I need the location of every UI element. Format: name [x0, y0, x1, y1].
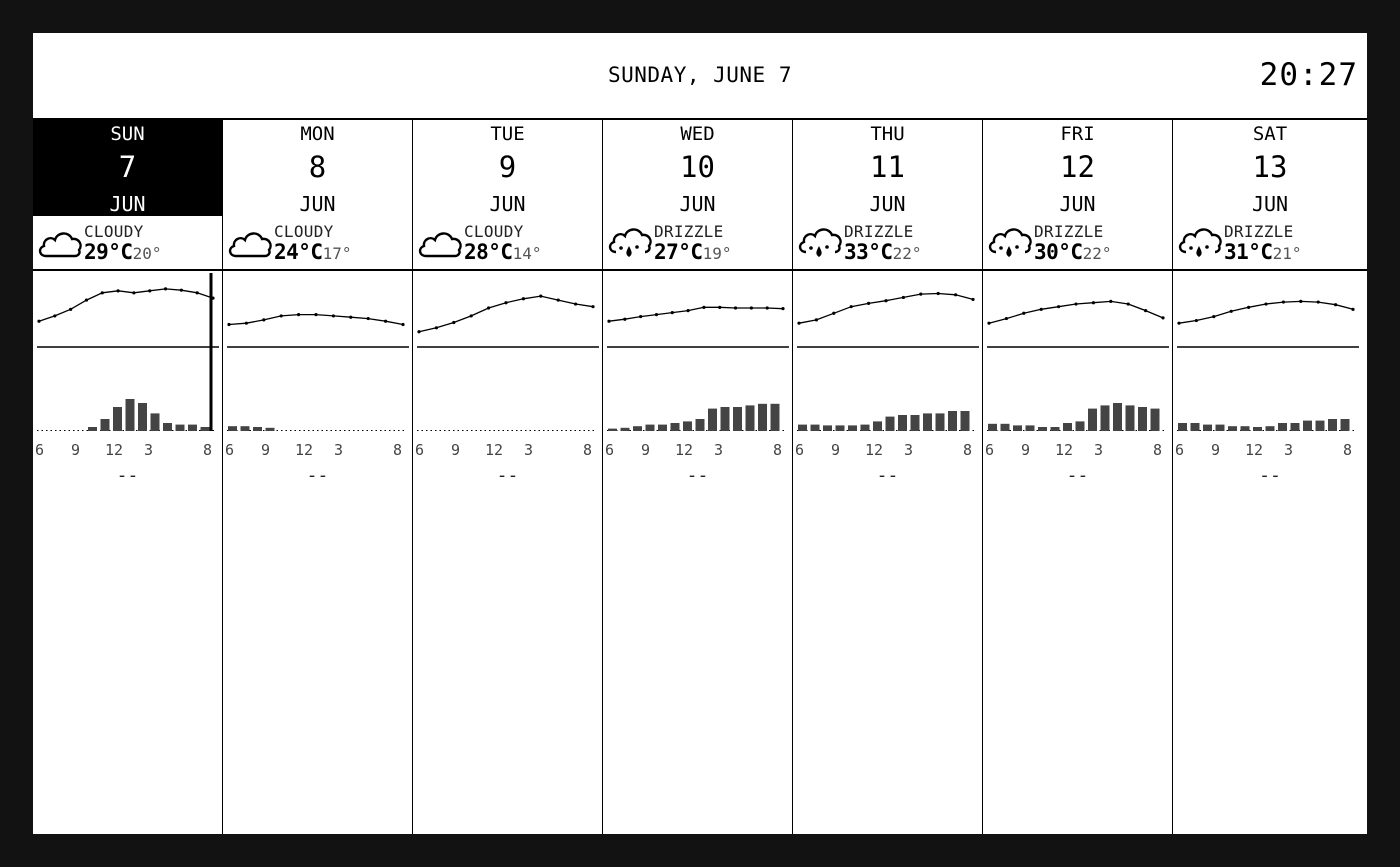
- precip-bar: [176, 425, 185, 431]
- detail-placeholder: --: [1259, 465, 1281, 486]
- temperature-line: [654, 240, 731, 264]
- temperature-point: [180, 289, 183, 292]
- precip-bar: [1113, 403, 1122, 431]
- precip-bar: [253, 427, 262, 431]
- hour-tick-label: 9: [71, 441, 81, 459]
- hour-tick-label: 9: [1021, 441, 1031, 459]
- temperature-point: [671, 311, 674, 314]
- precip-bar: [1278, 423, 1287, 431]
- temperature-point: [1092, 301, 1095, 304]
- day-header: [223, 120, 412, 216]
- temperature-line: [1224, 240, 1301, 264]
- hour-axis: [413, 441, 602, 461]
- hour-tick-label: 12: [1245, 441, 1264, 459]
- temperature-point: [1299, 300, 1302, 303]
- weather-display: [33, 33, 1367, 834]
- precip-bar: [1063, 423, 1072, 431]
- high-temp: 30°C: [1034, 240, 1083, 264]
- precip-bar: [823, 425, 832, 431]
- precip-bar: [671, 423, 680, 431]
- hour-tick-label: 8: [773, 441, 783, 459]
- day-column[interactable]: [223, 120, 413, 834]
- precip-bar: [658, 425, 667, 431]
- current-time: 20:27: [1259, 57, 1358, 93]
- day-number: 9: [498, 150, 517, 184]
- high-temp: 29°C: [84, 240, 133, 264]
- temperature-point: [686, 309, 689, 312]
- day-of-week: TUE: [490, 123, 525, 145]
- temperature-point: [435, 326, 438, 329]
- day-of-week: SAT: [1252, 123, 1288, 145]
- temperature-point: [280, 314, 283, 317]
- precip-bar: [1026, 425, 1035, 431]
- precip-bar: [886, 417, 895, 431]
- low-temp: 21°: [1272, 244, 1302, 263]
- condition-label: CLOUDY: [464, 222, 524, 241]
- day-number: 13: [1252, 150, 1288, 184]
- temperature-line: [844, 240, 921, 264]
- precip-bar: [1038, 427, 1047, 431]
- temperature-point: [1161, 316, 1164, 319]
- temperature-point: [164, 287, 167, 290]
- precip-bar: [771, 404, 780, 431]
- hour-tick-label: 6: [35, 441, 45, 459]
- hour-tick-label: 3: [144, 441, 154, 459]
- hour-tick-label: 6: [415, 441, 425, 459]
- temperature-point: [1195, 319, 1198, 322]
- condition-row: [983, 216, 1172, 269]
- precip-bar: [1328, 419, 1337, 431]
- cloud-icon: [226, 226, 274, 262]
- temperature-point: [504, 301, 507, 304]
- precip-bar: [266, 428, 275, 431]
- precip-bar: [88, 427, 97, 431]
- precip-bar: [1253, 427, 1262, 431]
- hour-axis: [33, 441, 222, 461]
- hour-tick-label: 3: [1284, 441, 1294, 459]
- hour-tick-label: 3: [904, 441, 914, 459]
- hour-tick-label: 3: [1094, 441, 1104, 459]
- precip-bar: [1076, 421, 1085, 431]
- temperature-point: [797, 322, 800, 325]
- low-temp: 22°: [892, 244, 922, 263]
- temperature-curve: [609, 307, 783, 321]
- day-column[interactable]: [1173, 120, 1367, 834]
- day-number: 8: [308, 150, 327, 184]
- condition-row: [223, 216, 412, 269]
- temperature-point: [1040, 308, 1043, 311]
- detail-placeholder: --: [306, 465, 329, 486]
- temperature-point: [314, 313, 317, 316]
- hourly-graph: [413, 271, 603, 441]
- precip-bar: [1101, 405, 1110, 431]
- temperature-point: [1317, 300, 1320, 303]
- temperature-point: [557, 298, 560, 301]
- precip-bar: [961, 411, 970, 431]
- month-label: JUN: [1059, 192, 1096, 216]
- temperature-point: [1230, 310, 1233, 313]
- temperature-point: [487, 306, 490, 309]
- temperature-point: [1177, 322, 1180, 325]
- precip-bar: [126, 399, 135, 431]
- precip-bar: [721, 407, 730, 431]
- hour-axis: [603, 441, 792, 461]
- precip-bar: [683, 421, 692, 431]
- condition-label: DRIZZLE: [1034, 222, 1104, 241]
- precip-bar: [948, 411, 957, 431]
- temperature-point: [1351, 308, 1354, 311]
- temperature-point: [954, 293, 957, 296]
- precip-bar: [758, 404, 767, 431]
- hour-tick-label: 12: [485, 441, 504, 459]
- precip-bar: [188, 425, 197, 431]
- temperature-point: [132, 291, 135, 294]
- condition-row: [413, 216, 602, 269]
- cloud-icon: [36, 226, 84, 262]
- temperature-point: [1109, 300, 1112, 303]
- temperature-point: [1074, 302, 1077, 305]
- precip-bar: [1126, 405, 1135, 431]
- high-temp: 33°C: [844, 240, 893, 264]
- hour-tick-label: 12: [675, 441, 694, 459]
- month-label: JUN: [679, 192, 716, 216]
- temperature-point: [53, 314, 56, 317]
- low-temp: 20°: [132, 244, 162, 263]
- day-number: 10: [680, 150, 715, 184]
- low-temp: 14°: [512, 244, 542, 263]
- temperature-point: [245, 322, 248, 325]
- hour-tick-label: 12: [1055, 441, 1074, 459]
- detail-placeholder: --: [1066, 465, 1089, 486]
- temperature-point: [148, 289, 151, 292]
- high-temp: 27°C: [654, 240, 703, 264]
- precip-bar: [1001, 424, 1010, 431]
- hour-axis: [1173, 441, 1367, 461]
- day-column[interactable]: [983, 120, 1173, 834]
- temperature-point: [470, 314, 473, 317]
- day-of-week: FRI: [1060, 123, 1095, 145]
- temperature-point: [781, 307, 784, 310]
- temperature-point: [196, 291, 199, 294]
- temperature-point: [766, 306, 769, 309]
- precip-bar: [1203, 425, 1212, 431]
- high-temp: 24°C: [274, 240, 323, 264]
- drizzle-icon: [1176, 226, 1224, 262]
- hour-tick-label: 8: [583, 441, 593, 459]
- temperature-point: [919, 293, 922, 296]
- precip-bar: [1316, 421, 1325, 431]
- month-label: JUN: [299, 192, 336, 216]
- precip-bar: [988, 424, 997, 431]
- precip-bar: [696, 419, 705, 431]
- hour-tick-label: 9: [451, 441, 461, 459]
- precip-bar: [151, 413, 160, 431]
- temperature-point: [591, 305, 594, 308]
- condition-row: [793, 216, 982, 269]
- temperature-point: [850, 305, 853, 308]
- precip-bar: [923, 413, 932, 431]
- hourly-graph: [603, 271, 793, 441]
- precip-bar: [1178, 423, 1187, 431]
- low-temp: 22°: [1082, 244, 1112, 263]
- temperature-line: [274, 240, 351, 264]
- temperature-point: [750, 306, 753, 309]
- temperature-point: [1144, 309, 1147, 312]
- precip-bar: [228, 426, 237, 431]
- precip-bar: [1266, 426, 1275, 431]
- month-label: JUN: [489, 192, 526, 216]
- precip-bar: [1341, 419, 1350, 431]
- precip-bar: [861, 425, 870, 431]
- temperature-point: [85, 298, 88, 301]
- precip-bar: [113, 407, 122, 431]
- current-date: SUNDAY, JUNE 7: [607, 63, 792, 87]
- precip-bar: [201, 427, 210, 431]
- precip-bar: [811, 425, 820, 431]
- hour-tick-label: 9: [261, 441, 271, 459]
- condition-row: [603, 216, 792, 269]
- day-column[interactable]: [33, 120, 223, 834]
- temperature-point: [332, 314, 335, 317]
- high-temp: 31°C: [1224, 240, 1273, 264]
- precip-bar: [836, 425, 845, 431]
- temperature-point: [101, 291, 104, 294]
- day-number: 7: [118, 150, 137, 184]
- precip-bar: [1191, 423, 1200, 431]
- temperature-point: [987, 322, 990, 325]
- detail-placeholder: --: [116, 465, 139, 486]
- day-header: [603, 120, 792, 216]
- hour-tick-label: 8: [393, 441, 403, 459]
- temperature-point: [623, 318, 626, 321]
- temperature-point: [832, 312, 835, 315]
- temperature-point: [1264, 302, 1267, 305]
- condition-label: CLOUDY: [274, 222, 334, 241]
- month-label: JUN: [109, 192, 146, 216]
- temperature-point: [1282, 300, 1285, 303]
- temperature-point: [227, 323, 230, 326]
- hour-tick-label: 12: [295, 441, 314, 459]
- day-header: [413, 120, 602, 216]
- temperature-point: [384, 320, 387, 323]
- hour-tick-label: 6: [985, 441, 995, 459]
- hour-tick-label: 9: [641, 441, 651, 459]
- hour-tick-label: 6: [605, 441, 615, 459]
- hour-tick-label: 8: [203, 441, 213, 459]
- day-number: 11: [870, 150, 905, 184]
- temperature-point: [1247, 306, 1250, 309]
- hour-tick-label: 3: [524, 441, 534, 459]
- month-label: JUN: [1251, 192, 1289, 216]
- condition-row: [33, 216, 222, 269]
- hour-tick-label: 8: [1153, 441, 1163, 459]
- temperature-point: [349, 316, 352, 319]
- hour-axis: [223, 441, 412, 461]
- temperature-point: [1212, 315, 1215, 318]
- temperature-point: [718, 306, 721, 309]
- precip-bar: [873, 421, 882, 431]
- temperature-point: [867, 302, 870, 305]
- precip-bar: [1241, 426, 1250, 431]
- condition-label: DRIZZLE: [1224, 222, 1294, 241]
- precip-bar: [708, 409, 717, 431]
- day-of-week: SUN: [110, 123, 145, 145]
- month-label: JUN: [869, 192, 906, 216]
- temperature-line: [84, 240, 161, 264]
- precip-bar: [163, 423, 172, 431]
- temperature-point: [702, 306, 705, 309]
- temperature-point: [1005, 317, 1008, 320]
- high-temp: 28°C: [464, 240, 513, 264]
- day-of-week: THU: [870, 123, 905, 145]
- condition-label: DRIZZLE: [844, 222, 914, 241]
- hour-tick-label: 8: [1343, 441, 1353, 459]
- day-of-week: WED: [680, 123, 715, 145]
- temperature-curve: [799, 294, 973, 324]
- precip-bar: [936, 413, 945, 431]
- day-column[interactable]: [413, 120, 603, 834]
- temperature-point: [1022, 312, 1025, 315]
- hour-tick-label: 6: [225, 441, 235, 459]
- drizzle-icon: [986, 226, 1034, 262]
- header-bar: [33, 33, 1367, 119]
- temperature-point: [655, 313, 658, 316]
- temperature-point: [639, 315, 642, 318]
- precip-bar: [1216, 425, 1225, 431]
- hour-tick-label: 12: [105, 441, 124, 459]
- temperature-point: [574, 302, 577, 305]
- temperature-point: [116, 289, 119, 292]
- precip-bar: [848, 425, 857, 431]
- precip-bar: [608, 429, 617, 431]
- precip-bar: [1303, 421, 1312, 431]
- detail-placeholder: --: [496, 465, 519, 486]
- precip-bar: [241, 426, 250, 431]
- precip-bar: [746, 405, 755, 431]
- day-header: [33, 120, 222, 216]
- hour-axis: [793, 441, 982, 461]
- hourly-graph: [33, 271, 223, 441]
- day-header: [793, 120, 982, 216]
- temperature-point: [1127, 302, 1130, 305]
- precip-bar: [898, 415, 907, 431]
- temperature-line: [464, 240, 541, 264]
- precip-bar: [633, 426, 642, 431]
- day-header: [983, 120, 1172, 216]
- temperature-point: [297, 313, 300, 316]
- temperature-point: [937, 292, 940, 295]
- temperature-point: [902, 296, 905, 299]
- precip-bar: [138, 403, 147, 431]
- temperature-point: [262, 318, 265, 321]
- drizzle-icon: [606, 226, 654, 262]
- precip-bar: [101, 419, 110, 431]
- hour-tick-label: 3: [334, 441, 344, 459]
- day-column[interactable]: [793, 120, 983, 834]
- precip-bar: [1088, 409, 1097, 431]
- low-temp: 17°: [322, 244, 352, 263]
- forecast-columns: [33, 120, 1367, 834]
- temperature-point: [401, 323, 404, 326]
- condition-row: [1173, 216, 1367, 269]
- hour-tick-label: 6: [795, 441, 805, 459]
- temperature-point: [452, 321, 455, 324]
- precip-bar: [646, 425, 655, 431]
- condition-label: CLOUDY: [84, 222, 144, 241]
- cloud-icon: [416, 226, 464, 262]
- temperature-point: [815, 318, 818, 321]
- precip-bar: [733, 407, 742, 431]
- hour-tick-label: 8: [963, 441, 973, 459]
- day-header: [1173, 120, 1367, 216]
- temperature-point: [971, 298, 974, 301]
- day-column[interactable]: [603, 120, 793, 834]
- detail-placeholder: --: [876, 465, 899, 486]
- precip-bar: [1138, 407, 1147, 431]
- hour-tick-label: 9: [1211, 441, 1221, 459]
- precip-bar: [1013, 425, 1022, 431]
- temperature-point: [37, 320, 40, 323]
- temperature-point: [1334, 303, 1337, 306]
- low-temp: 19°: [702, 244, 732, 263]
- temperature-point: [1057, 305, 1060, 308]
- temperature-point: [607, 320, 610, 323]
- temperature-point: [69, 308, 72, 311]
- precip-bar: [1151, 409, 1160, 431]
- drizzle-icon: [796, 226, 844, 262]
- temperature-curve: [39, 289, 213, 321]
- hour-axis: [983, 441, 1172, 461]
- temperature-point: [734, 306, 737, 309]
- temperature-point: [884, 299, 887, 302]
- day-number: 12: [1060, 150, 1095, 184]
- condition-label: DRIZZLE: [654, 222, 724, 241]
- precip-bar: [1051, 427, 1060, 431]
- hourly-graph: [983, 271, 1173, 441]
- precip-bar: [621, 428, 630, 431]
- hour-tick-label: 6: [1175, 441, 1185, 459]
- hour-tick-label: 12: [865, 441, 884, 459]
- hourly-graph: [223, 271, 413, 441]
- precip-bar: [1228, 426, 1237, 431]
- temperature-point: [522, 297, 525, 300]
- hourly-graph: [1173, 271, 1363, 441]
- day-of-week: MON: [300, 123, 335, 145]
- temperature-point: [539, 295, 542, 298]
- hour-tick-label: 9: [831, 441, 841, 459]
- temperature-line: [1034, 240, 1111, 264]
- temperature-point: [367, 317, 370, 320]
- precip-bar: [911, 415, 920, 431]
- precip-bar: [798, 425, 807, 431]
- detail-placeholder: --: [686, 465, 709, 486]
- temperature-point: [417, 330, 420, 333]
- precip-bar: [1291, 423, 1300, 431]
- hour-tick-label: 3: [714, 441, 724, 459]
- hourly-graph: [793, 271, 983, 441]
